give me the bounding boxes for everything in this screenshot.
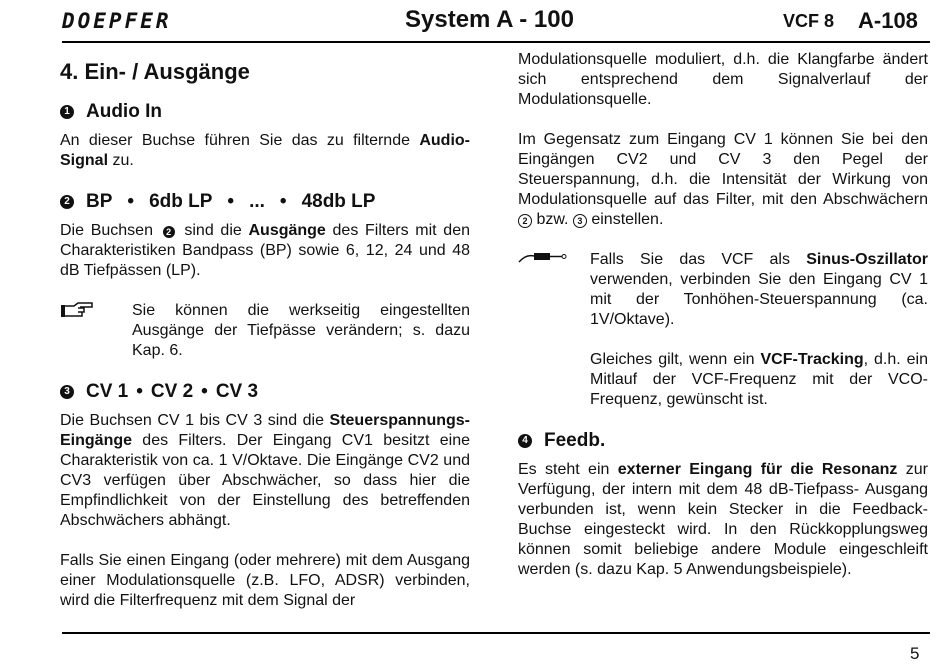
cv-heading: 3 CV 1 • CV 2 • CV 3: [60, 381, 470, 403]
number-2-inline-icon: 2: [163, 226, 175, 238]
feedback-paragraph: Es steht ein externer Eingang für die Resonanz zur Verfügung, der intern mit dem 48 dB-Tiefpass- Ausgang verbunden ist, wenn kein Stecker in die Feedback-Buchse eingesteckt wird. In den Rückkopplungsweg können somit beliebige andere Module eingeschleift werden (s. dazu Kap. 5 Anwendungsbeispiele).: [518, 461, 929, 578]
module-name: VCF 8: [783, 11, 835, 31]
tracking-note-text: Gleiches gilt, wenn ein VCF-Tracking, d.h. ein Mitlauf der VCF-Frequenz mit der VCO-Frequenz, gewünscht ist.: [590, 351, 928, 408]
footer-rule: [62, 632, 930, 634]
number-2-icon: 2: [60, 195, 74, 209]
cable-plug-icon: [518, 250, 590, 330]
audio-in-heading-text: Audio In: [86, 101, 162, 122]
number-3-icon: 3: [60, 385, 74, 399]
audio-in-paragraph: An dieser Buchse führen Sie das zu filternde Audio-Signal zu.: [60, 132, 470, 169]
number-1-icon: 1: [60, 105, 74, 119]
left-column: [60, 50, 470, 631]
doepfer-logo: DOEPFER: [62, 9, 172, 33]
page-number: 5: [910, 644, 920, 663]
cv-paragraph-2: Falls Sie einen Eingang (oder mehrere) mit dem Ausgang einer Modulationsquelle (z.B. LFO, ADSR) verbinden, wird die Filterfrequenz mit dem Signal der: [60, 552, 470, 609]
outputs-paragraph: Die Buchsen 2 sind die Ausgänge des Filters mit den Charakteristiken Bandpass (BP) sowie 6, 12, 24 und 48 dB Tiefpässen (LP).: [60, 222, 470, 279]
right-column: [518, 50, 928, 600]
audio-in-heading: [60, 101, 470, 123]
outputs-note-text: Sie können die werkseitig eingestellten Ausgänge der Tiefpässe verändern; s. dazu Kap. 6.: [132, 302, 470, 359]
number-4-icon: 4: [518, 434, 532, 448]
outputs-note: [60, 301, 470, 361]
oscillator-note: [518, 250, 928, 330]
feedback-heading: 4 Feedb.: [518, 430, 928, 452]
page-header: [0, 0, 950, 44]
number-3-outline-icon: 3: [573, 214, 587, 228]
number-2-outline-icon: 2: [518, 214, 532, 228]
oscillator-note-text: Falls Sie das VCF als Sinus-Oszillator verwenden, verbinden Sie den Eingang CV 1 mit der Tonhöhen-Steuerspannung (ca. 1V/Oktave).: [590, 251, 928, 328]
header-rule: [62, 41, 930, 43]
pointing-hand-icon: [60, 301, 132, 361]
system-title: System A - 100: [405, 6, 574, 33]
outputs-heading: 2 BP • 6db LP • ... • 48db LP: [60, 191, 470, 213]
attenuator-paragraph: Im Gegensatz zum Eingang CV 1 können Sie bei den Eingängen CV2 und CV 3 den Pegel der Steuerspannung, d.h. die Intensität der Wirkung von Modulationsquelle auf das Filter, mit den Abschwächern 2 bzw. 3 einstellen.: [518, 131, 928, 228]
module-code: A-108: [858, 8, 918, 33]
modulation-paragraph: Modulationsquelle moduliert, d.h. die Klangfarbe ändert sich entsprechend dem Signalverlauf der Modulationsquelle.: [518, 51, 928, 108]
cv-paragraph-1: Die Buchsen CV 1 bis CV 3 sind die Steuerspannungs-Eingänge des Filters. Der Eingang CV1 besitzt eine Charakteristik von ca. 1 V/Oktave. Die Eingänge CV2 und CV3 verfügen über Abschwächer, so dass hier die Empfindlichkeit von der Einstellung des betreffenden Abschwächers abhängt.: [60, 412, 470, 529]
section-title: 4. Ein- / Ausgänge: [60, 59, 250, 84]
